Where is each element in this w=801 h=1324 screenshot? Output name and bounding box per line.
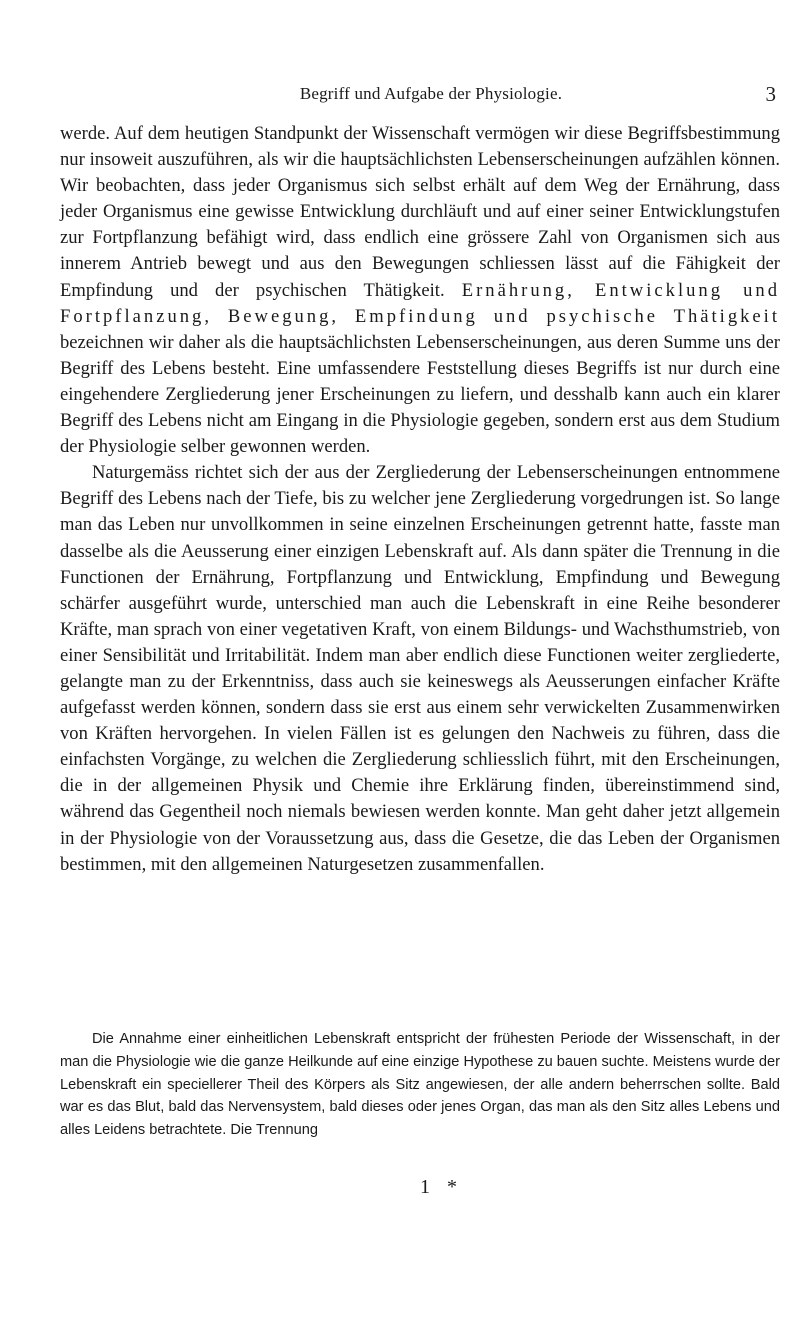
paragraph-2: Naturgemäss richtet sich der aus der Zergliederung der Lebenserscheinungen entnommene Begriff des Lebens nach der Tiefe, bis zu welcher jene Zergliederung vorgedrungen ist. So lange man das Leben nur unvollkommen in seine einzelnen Erscheinungen getrennt hatte, fasste man dasselbe als die Aeusserung einer einzigen Lebenskraft auf. Als dann später die Trennung in die Functionen der Ernährung, Fortpflanzung und Entwicklung, Empfindung und Bewegung schärfer ausgeführt wurde, unterschied man auch die Lebenskraft in eine Reihe besonderer Kräfte, man sprach von einer vegetativen Kraft, von einem Bildungs- und Wachsthumstrieb, von einer Sensibilität und Irritabilität. Indem man aber endlich diese Functionen weiter zergliederte, gelangte man zu der Erkenntniss, dass auch sie keineswegs als Aeusserungen einfacher Kräfte aufgefasst werden können, sondern dass sie erst aus einem sehr verwickelten Zusammenwirken von Kräften hervorgehen. In vielen Fällen ist es gelungen den Nachweis zu führen, dass die einfachsten Vorgänge, zu welchen die Zergliederung schliesslich führt, mit den Erscheinungen, die in der allgemeinen Physik und Chemie ihre Erklärung finden, übereinstimmend sind, während das Gegentheil noch niemals bewiesen werden konnte. Man geht daher jetzt allgemein in der Physiologie von der Voraussetzung aus, dass die Gesetze, die das Leben der Organismen bestimmen, mit den allgemeinen Naturgesetzen zusammenfallen. <box>60 462 780 875</box>
paragraph-1-part-2: bezeichnen wir daher als die hauptsächlichsten Lebenserscheinungen, aus deren Summe uns der Begriff des Lebens besteht. Eine umfassendere Feststellung dieses Begriffs ist nur durch eine eingehendere Zergliederung jener Erscheinungen zu liefern, und desshalb kann auch ein klarer Begriff des Lebens nicht am Eingang in die Physiologie gegeben, sondern erst aus dem Studium der Physiologie selber gewonnen werden. <box>60 331 780 458</box>
main-text <box>60 121 780 878</box>
paragraph-1 <box>60 121 780 460</box>
signature-mark: 1 * <box>420 1176 463 1198</box>
footnote-text: Die Annahme einer einheitlichen Lebenskraft entspricht der frühesten Periode der Wissenschaft, in der man die Physiologie wie die ganze Heilkunde auf eine einzige Hypothese zu bauen suchte. Meistens wurde der Lebenskraft ein speciellerer Theil des Körpers als Sitz angewiesen, der alle andern beherrschen sollte. Bald war es das Blut, bald das Nervensystem, bald dieses oder jenes Organ, das man als den Sitz alles Lebens und alles Leidens betrachtete. Die Trennung <box>60 1031 780 1139</box>
running-header <box>60 84 780 108</box>
paragraph-1-part-1: werde. Auf dem heutigen Standpunkt der Wissenschaft vermögen wir diese Begriffsbestimmung nur insoweit auszuführen, als wir die hauptsächlichsten Lebenserscheinungen aufzählen können. Wir beobachten, dass jeder Organismus sich selbst erhält auf dem Weg der Ernährung, dass jeder Organismus eine gewisse Entwicklung durchläuft und auf einer seiner Entwicklungstufen zur Fortpflanzung befähigt wird, dass endlich eine grössere Zahl von Organismen sich aus innerem Antrieb bewegt und aus den Bewegungen schliessen lässt auf die Fähigkeit der Empfindung und der psychischen Thätigkeit. <box>60 123 780 301</box>
footnote <box>60 1028 780 1142</box>
paragraph-1-spaced-terms: Ernährung, Entwicklung und Fortpflanzung, Bewegung, Empfindung und psychische Thätigkeit <box>60 279 781 327</box>
running-title: Begriff und Aufgabe der Physiologie. <box>299 84 563 103</box>
page-number: 3 <box>765 82 776 106</box>
